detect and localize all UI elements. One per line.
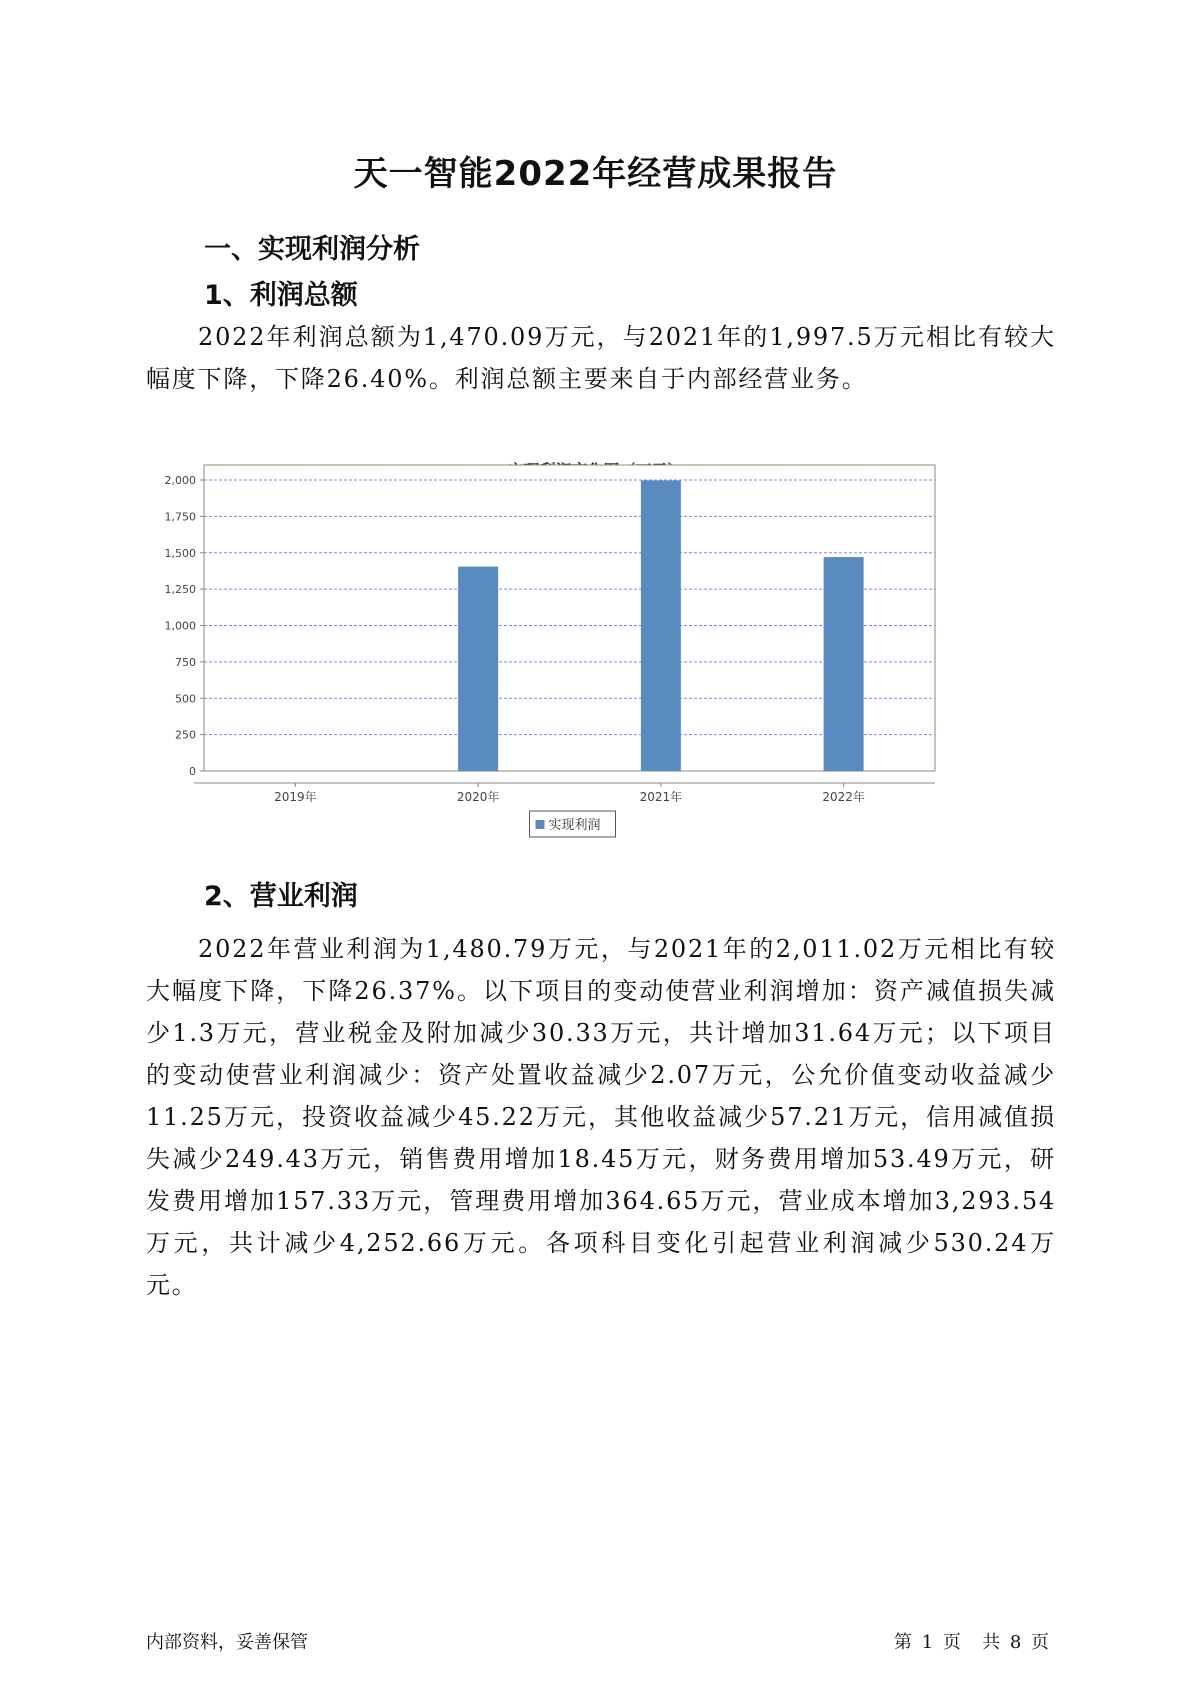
legend-swatch — [536, 820, 545, 829]
legend-label: 实现利润 — [548, 818, 601, 833]
report-title: 天一智能2022年经营成果报告 — [353, 154, 838, 194]
y-tick-label: 1,000 — [164, 619, 196, 633]
y-tick-label: 1,750 — [164, 510, 196, 524]
x-tick-label: 2021年 — [639, 790, 683, 804]
y-tick-label: 500 — [175, 692, 196, 706]
subsection-heading-operating-profit: 2、营业利润 — [204, 881, 358, 912]
bar — [824, 557, 864, 771]
page-number: 1 — [921, 1632, 934, 1653]
y-tick-label: 2,000 — [164, 474, 196, 487]
footer-confidential-note: 内部资料，妥善保管 — [146, 1632, 308, 1653]
paragraph-total-profit: 2022年利润总额为1,470.09万元，与2021年的1,997.5万元相比有较大幅度下降，下降26.40%。利润总额主要来自于内部经营业务。 — [146, 323, 1056, 393]
page-unit: 页 — [942, 1632, 961, 1653]
y-tick-label: 250 — [175, 728, 196, 742]
total-prefix: 共 — [982, 1632, 1001, 1653]
bar — [641, 480, 681, 771]
bar — [458, 567, 498, 771]
y-tick-label: 1,250 — [164, 583, 196, 597]
y-tick-label: 0 — [189, 765, 196, 778]
y-tick-label: 750 — [175, 655, 196, 669]
x-tick-label: 2022年 — [822, 790, 865, 804]
x-tick-label: 2020年 — [456, 790, 500, 804]
total-unit: 页 — [1031, 1632, 1049, 1653]
page-prefix: 第 — [893, 1632, 912, 1653]
subsection-heading-total-profit: 1、利润总额 — [204, 280, 358, 311]
section-heading-profit-analysis: 一、实现利润分析 — [204, 234, 420, 265]
total-pages: 8 — [1009, 1632, 1022, 1653]
y-tick-label: 1,500 — [164, 546, 196, 560]
x-tick-label: 2019年 — [274, 790, 317, 804]
footer-page-info — [892, 1628, 1051, 1654]
profit-bar-chart — [150, 455, 950, 850]
paragraph-operating-profit: 2022年营业利润为1,480.79万元，与2021年的2,011.02万元相比有较大幅度下降，下降26.37%。以下项目的变动使营业利润增加：资产减值损失减少1.3万元，营业税金及附加减少30.33万元，共计增加31.64万元；以下项目的变动使营业利润减少：资产处置收益减少2.07万元，公允价值变动收益减少11.25万元，投资收益减少45.22万元，其他收益减少57.21万元，信用减值损失减少249.43万元，销售费用增加18.45万元，财务费用增加53.49万元，研发费用增加157.33万元，管理费用增加364.65万元，营业成本增加3,293.54万元，共计减少4,252.66万元。各项科目变化引起营业利润减少530.24万元。 — [146, 935, 1056, 1299]
